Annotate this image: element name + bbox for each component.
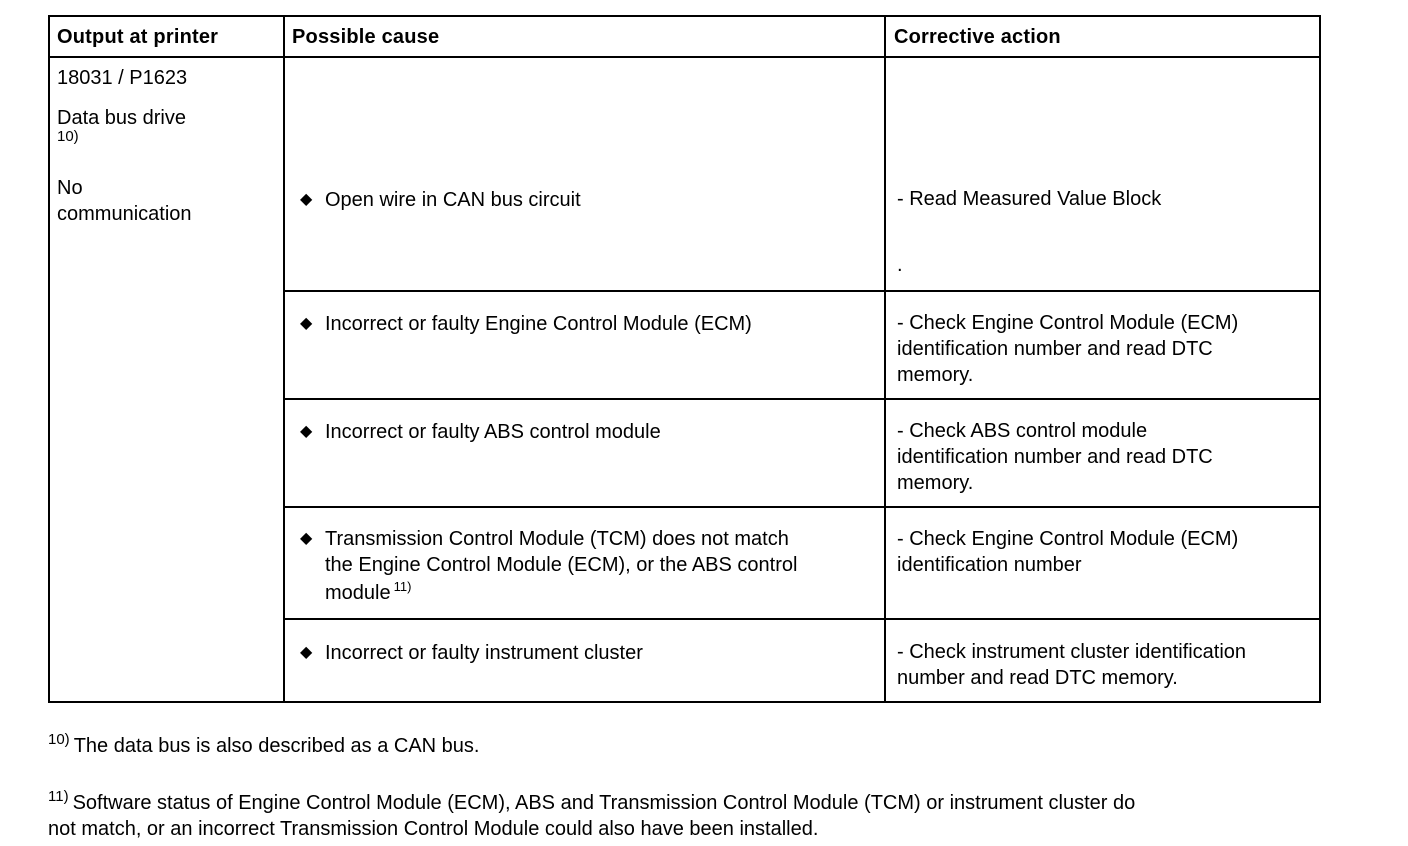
footnote-11-text-line-1: Software status of Engine Control Module (ECM), ABS and Transmission Control Module (TCM) or instrument cluster do <box>72 792 1136 814</box>
output-state-line-1: No <box>57 177 83 199</box>
bullet-icon: ◆ <box>300 530 313 547</box>
bullet-icon: ◆ <box>300 191 313 208</box>
bullet-icon: ◆ <box>300 315 313 332</box>
cause-row-4-line-2: the Engine Control Module (ECM), or the ABS control <box>325 554 798 576</box>
cause-row-5: Incorrect or faulty instrument cluster <box>325 642 643 664</box>
output-footnote-ref: 10) <box>57 128 79 145</box>
footnote-11-number: 11) <box>48 788 69 805</box>
action-row-3-line-3: memory. <box>897 472 974 494</box>
bullet-icon: ◆ <box>300 423 313 440</box>
row-divider-4 <box>283 618 1321 620</box>
action-row-5-line-2: number and read DTC memory. <box>897 667 1178 689</box>
row-divider-3 <box>283 506 1321 508</box>
action-row-1-mark: . <box>897 254 903 276</box>
cause-row-4-line-1: Transmission Control Module (TCM) does not match <box>325 528 789 550</box>
action-row-3-line-1: - Check ABS control module <box>897 420 1148 442</box>
header-output-at-printer: Output at printer <box>57 26 219 48</box>
action-row-3-line-2: identification number and read DTC <box>897 446 1213 468</box>
footnote-10 <box>48 733 479 759</box>
column-divider-1 <box>283 15 285 703</box>
cause-row-4-line-3 <box>325 580 411 606</box>
cause-row-3: Incorrect or faulty ABS control module <box>325 421 661 443</box>
action-row-5-line-1: - Check instrument cluster identification <box>897 641 1247 663</box>
footnote-11-line-2: not match, or an incorrect Transmission Control Module could also have been installed. <box>48 818 819 840</box>
output-code: 18031 / P1623 <box>57 67 188 89</box>
action-row-2-line-2: identification number and read DTC <box>897 338 1213 360</box>
footnote-10-text: The data bus is also described as a CAN bus. <box>73 735 480 757</box>
header-possible-cause: Possible cause <box>292 26 440 48</box>
action-row-1: - Read Measured Value Block <box>897 188 1162 210</box>
cause-row-4-line-3-text: module <box>325 582 391 604</box>
footnote-10-number: 10) <box>48 731 70 748</box>
footnote-11 <box>48 790 1135 816</box>
output-description: Data bus drive <box>57 107 186 129</box>
action-row-2-line-3: memory. <box>897 364 974 386</box>
cause-row-4-footnote-ref: 11) <box>393 579 412 594</box>
action-row-2-line-1: - Check Engine Control Module (ECM) <box>897 312 1239 334</box>
action-row-4-line-2: identification number <box>897 554 1082 576</box>
header-corrective-action: Corrective action <box>894 26 1061 48</box>
cause-row-1: Open wire in CAN bus circuit <box>325 189 581 211</box>
row-divider-2 <box>283 398 1321 400</box>
action-row-4-line-1: - Check Engine Control Module (ECM) <box>897 528 1239 550</box>
row-divider-1 <box>283 290 1321 292</box>
column-divider-2 <box>884 15 886 703</box>
cause-row-2: Incorrect or faulty Engine Control Module (ECM) <box>325 313 752 335</box>
header-divider <box>48 56 1321 58</box>
bullet-icon: ◆ <box>300 644 313 661</box>
output-state-line-2: communication <box>57 203 192 225</box>
